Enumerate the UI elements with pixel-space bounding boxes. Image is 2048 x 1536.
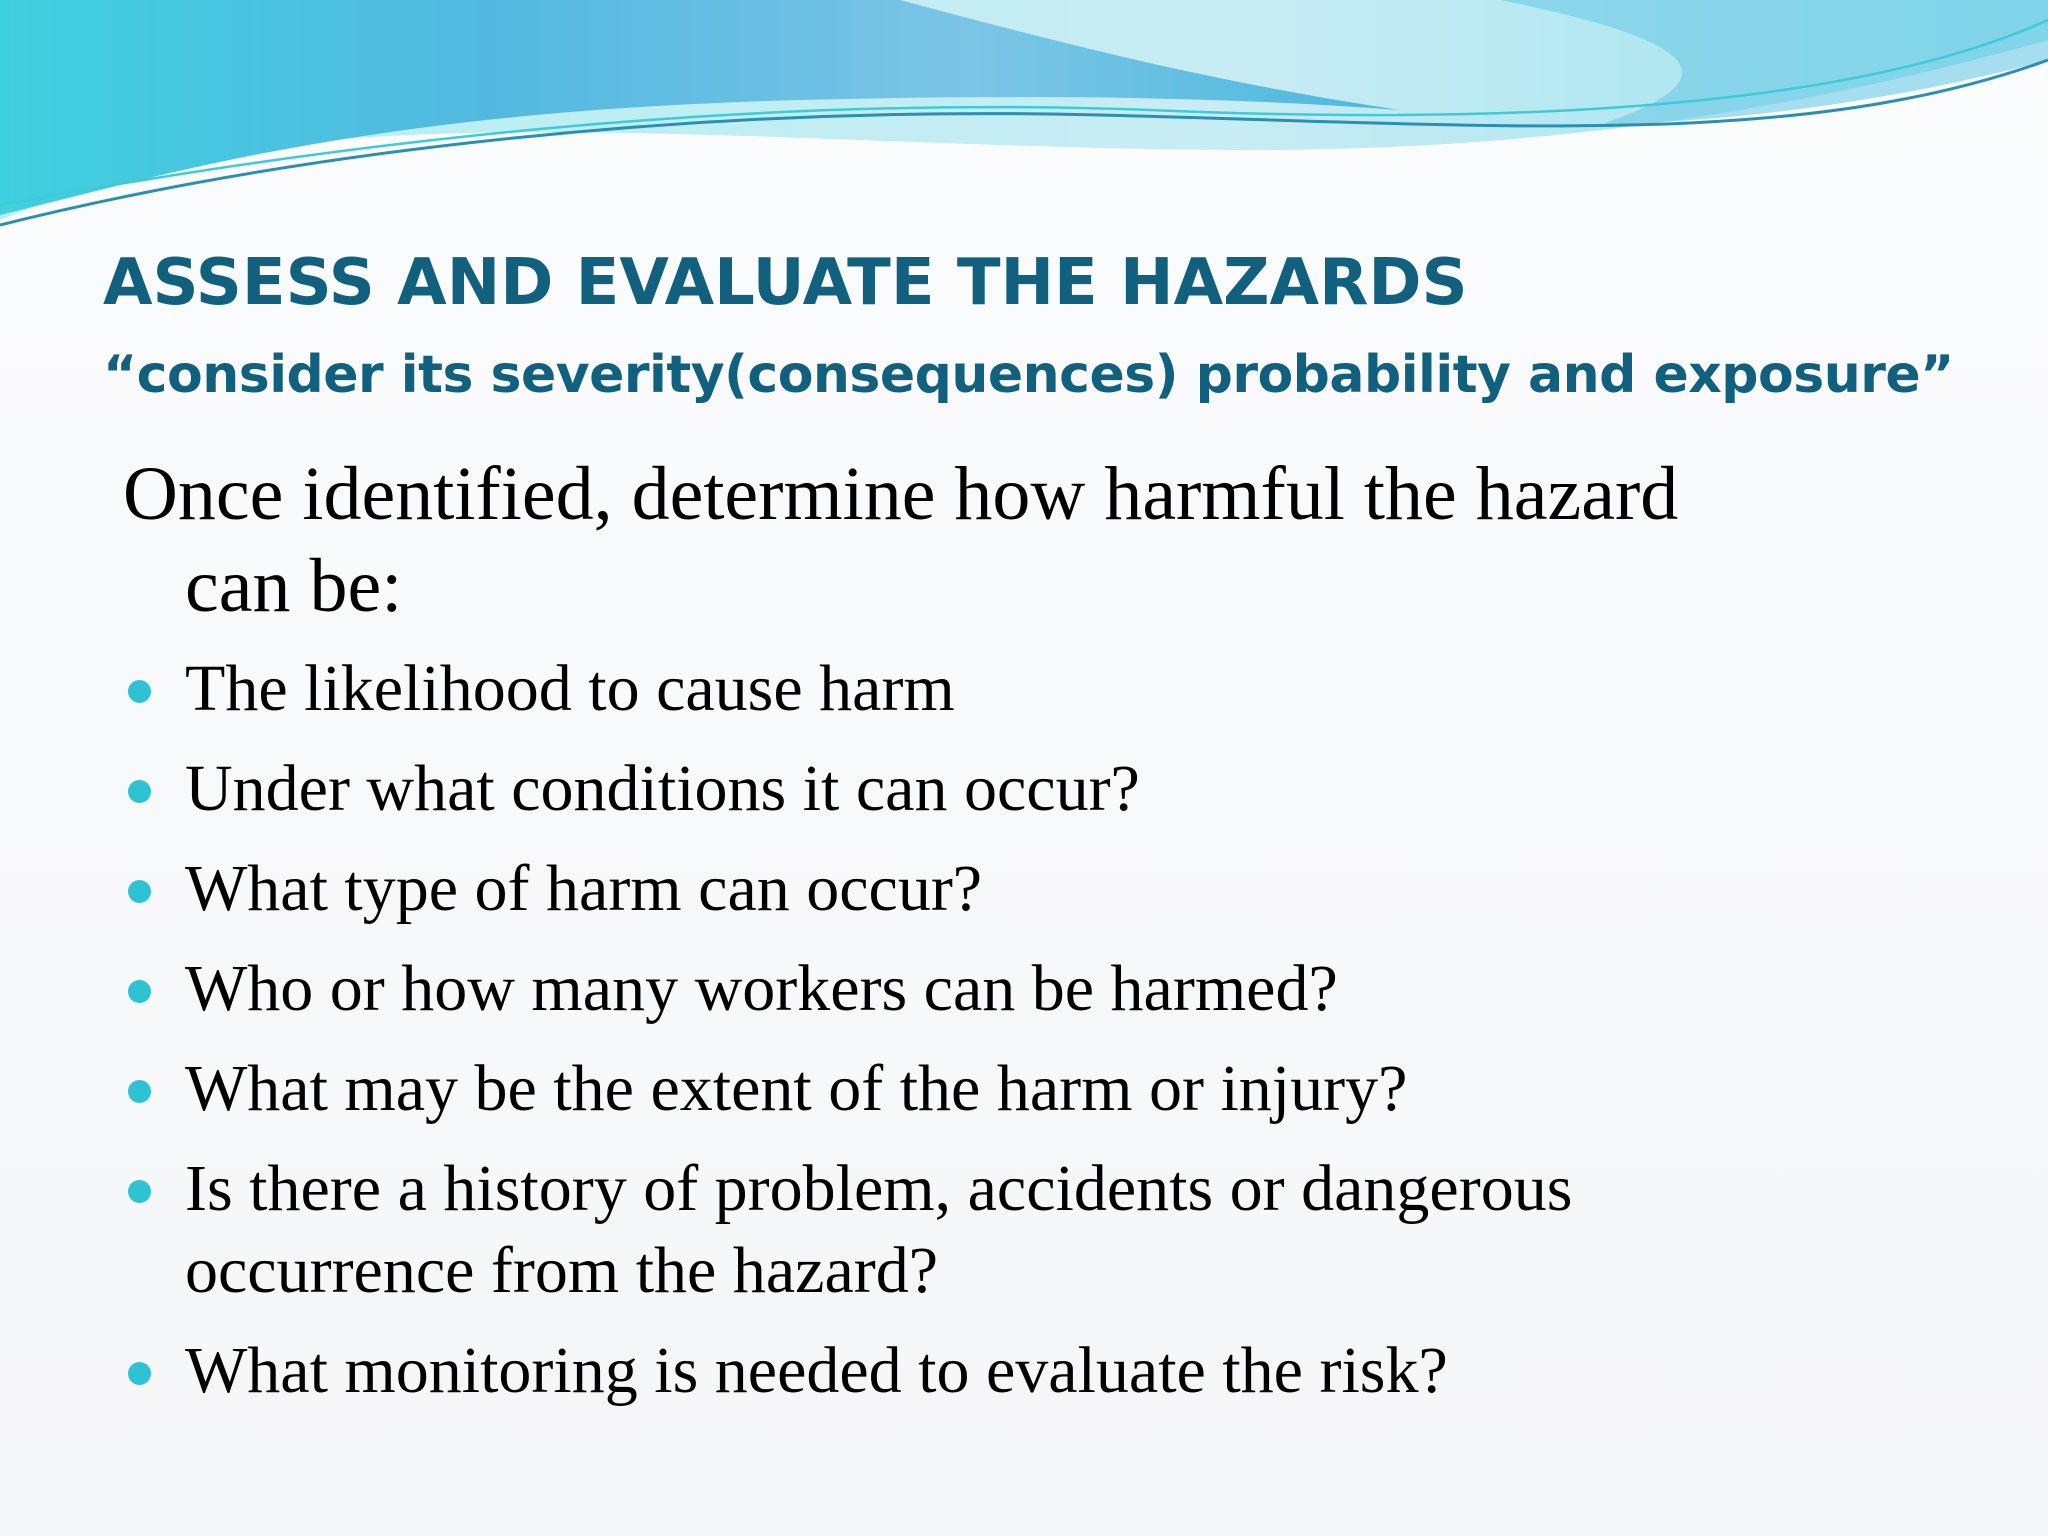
bullet-text: Is there a history of problem, accidents or dangerous occurrence from the hazard? [185, 1152, 1573, 1307]
intro-line-2: can be: [185, 544, 403, 628]
intro-text [123, 448, 2003, 632]
list-item [0, 748, 2048, 830]
bullet-dot-icon [128, 880, 151, 903]
bullet-text: Under what conditions it can occur? [185, 752, 1140, 825]
intro-line-1: Once identified, determine how harmful the hazard [123, 452, 1679, 536]
bullet-text: What may be the extent of the harm or injury? [185, 1052, 1408, 1125]
bullet-dot-icon [128, 1180, 151, 1203]
bullet-list [0, 648, 2048, 1430]
bullet-dot-icon [128, 780, 151, 803]
bullet-text: The likelihood to cause harm [185, 652, 955, 725]
bullet-text: Who or how many workers can be harmed? [185, 952, 1338, 1025]
bullet-dot-icon [128, 680, 151, 703]
list-item [0, 1148, 2048, 1312]
list-item [0, 1330, 2048, 1412]
header-wave-decoration [0, 0, 2048, 240]
bullet-text: What monitoring is needed to evaluate the risk? [185, 1334, 1448, 1407]
bullet-dot-icon [128, 1080, 151, 1103]
bullet-text: What type of harm can occur? [185, 852, 983, 925]
slide-subtitle: “consider its severity(consequences) probability and exposure” [103, 345, 1954, 405]
list-item [0, 948, 2048, 1030]
list-item [0, 648, 2048, 730]
slide-title: ASSESS AND EVALUATE THE HAZARDS [103, 246, 1468, 320]
bullet-dot-icon [128, 980, 151, 1003]
list-item [0, 848, 2048, 930]
bullet-dot-icon [128, 1362, 151, 1385]
list-item [0, 1048, 2048, 1130]
